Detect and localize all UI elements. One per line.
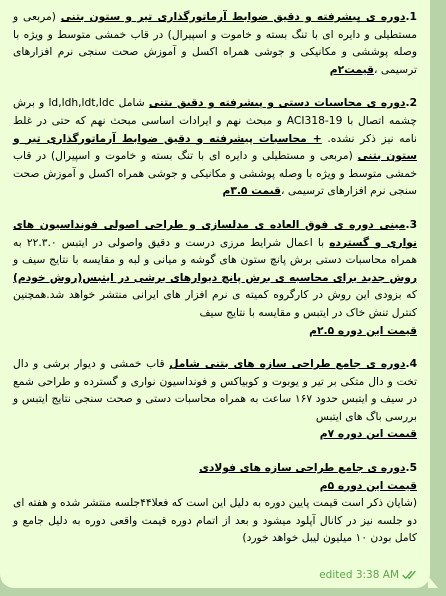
item-number: 5. (405, 461, 417, 475)
item-number: 4. (405, 357, 417, 371)
course-price: قیمت این دوره ۷م (319, 427, 417, 441)
course-note: (شایان ذکر است قیمت پایین دوره به دلیل این است که فعلا۴۴جلسه منتشر شده و هفته ای دو جلسه نیز در کانال آپلود میشود و بعد از اتمام دوره قیمت واقعی دوره به دلیل جامع و کامل بودن ۱۰ میلیون لیبل خواهد خورد) (13, 496, 417, 545)
course-title: دوره ی پیشرفته و دقیق ضوابط آرماتورگذاری تیر و ستون بتنی (60, 10, 406, 23)
course-price: قیمت این دوره ۵م (319, 478, 417, 492)
course-title: دوره ی جامع طراحی سازه های فولادی (199, 461, 406, 475)
course-item-5 (13, 459, 417, 547)
course-description: (مربعی و مستطیلی و دایره ای با تنگ بسته و خاموت و اسپیرال) در قاب خمشی متوسط و ویژه با وصله پوششی و مکانیکی و جوشی همراه اکسل و آموزش صحت سنجی نرم افزارهای ترسیمی ، (13, 10, 417, 76)
course-price: قیمت این دوره ۲.۵م (309, 323, 417, 337)
course-description: قاب خمشی و دیوار برشی و دال تخت و دال متکی بر تیر و یوبوت و کوبیاکس و فونداسیون نواری و گسترده و طراحی شمع در سیف و ایتبس حدود ۱۶۷ ساعت به همراه محاسبات دستی و صحت سنجی نتایج ایتبس و بررسی باگ های ایتبس (13, 357, 417, 423)
item-number: 1. (405, 10, 417, 23)
course-price: قیمت۲م (329, 62, 374, 76)
course-subtitle: روش جدید برای محاسبه ی برش پانچ دیوارهای برشی در ایتبس(روش خودم) (13, 270, 417, 284)
message-meta (319, 569, 418, 581)
course-title: دوره ی جامع طراحی سازه های بتنی شامل (169, 357, 406, 371)
course-title: مینی دوره ی فوق العاده ی مدلسازی و طراحی اصولی فونداسیون های نواری و گسترده (13, 217, 417, 249)
course-title: دوره ی محاسبات دستی و پیشرفته و دقیق بتنی (148, 96, 406, 110)
course-item-2 (13, 94, 417, 200)
message-text (13, 8, 417, 547)
course-description: شامل ld,ldh,ldt,ldc و برش چشمه اتصال با ACI318-19 و مبحث نهم و ایرادات اساسی مبحث نهم که حتی در غلط نامه نیز ذکر نشده. (13, 96, 417, 145)
course-description: (مربعی و مستطیلی و دایره ای با تنگ بسته و خاموت و اسپیرال) در قاب خمشی متوسط و ویژه با وصله پوششی و مکانیکی و جوشی همراه اکسل و آموزش صحت سنجی نرم افزارهای ترسیمی ، (13, 149, 417, 198)
course-item-1 (13, 8, 417, 78)
item-number: 3. (405, 217, 417, 231)
course-subtitle: + محاسبات پیشرفته و دقیق ضوابط آرماتورگذاری تیر و ستون بتنی (13, 131, 417, 163)
bubble-tail (428, 576, 438, 588)
course-item-3 (13, 216, 417, 339)
course-price: قیمت ۳.۵م (222, 184, 281, 198)
item-number: 2. (405, 96, 418, 110)
course-description: که بزودی این روش در کارگروه کمیته ی نرم افزار های ایرانی منتشر خواهد شد.همچنین کنترل تنش خاک در ایتبس و مقایسه با نتایج سیف (13, 288, 417, 319)
course-description: با اعمال شرایط مرزی درست و دقیق واصولی در ایتبس ۲۲.۳.۰ به همراه محاسبات دستی برش پانچ ستون های گوشه و میانی و لبه و مقایسه با نتایج سیف و (13, 235, 417, 267)
course-item-4 (13, 355, 417, 443)
double-check-icon (402, 570, 418, 580)
edited-timestamp: edited 3:38 AM (319, 569, 399, 581)
